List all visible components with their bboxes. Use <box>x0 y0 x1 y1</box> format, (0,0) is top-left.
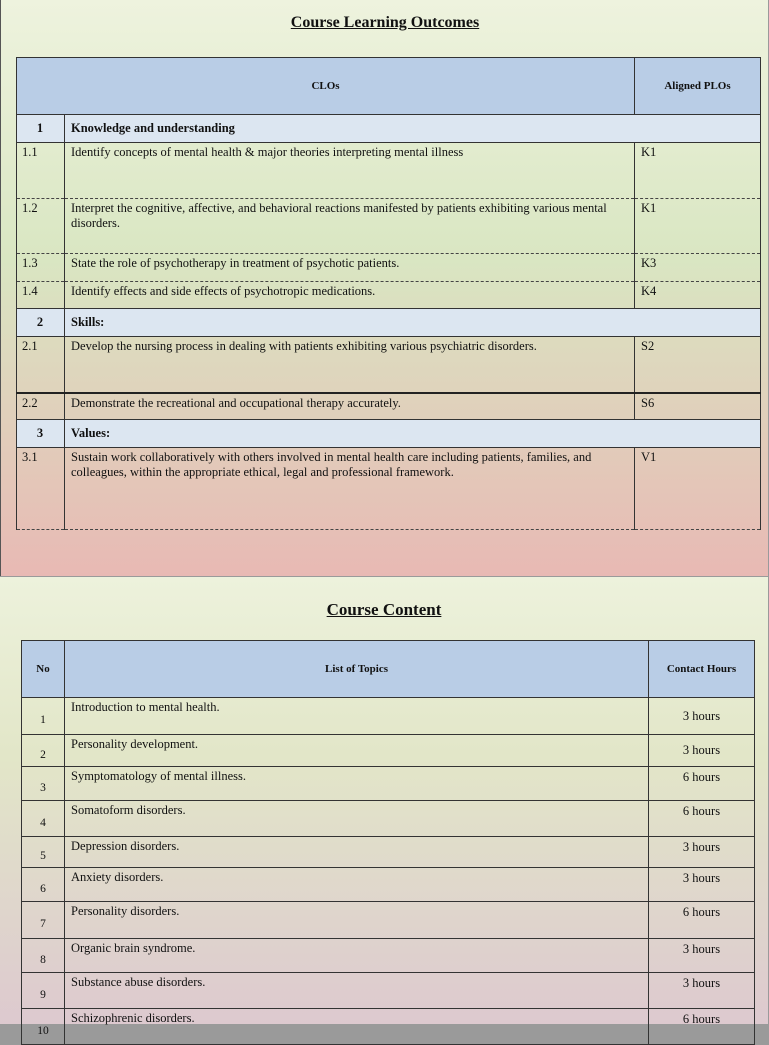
clo-number: 1.1 <box>17 143 65 199</box>
topic-row <box>22 698 755 735</box>
topic-title: Symptomatology of mental illness. <box>65 767 649 801</box>
section-title: Values: <box>65 420 761 448</box>
clo-slide-title: Course Learning Outcomes <box>290 14 480 31</box>
topic-title: Depression disorders. <box>65 837 649 868</box>
topic-number: 8 <box>22 939 65 973</box>
section-row <box>17 309 761 337</box>
topic-row <box>22 939 755 973</box>
topic-row <box>22 735 755 767</box>
topic-row <box>22 801 755 837</box>
topic-hours: 3 hours <box>649 939 755 973</box>
hours-header: Contact Hours <box>649 641 755 698</box>
topic-number: 2 <box>22 735 65 767</box>
section-row <box>17 420 761 448</box>
topic-row <box>22 902 755 939</box>
clo-number: 1.2 <box>17 199 65 254</box>
clo-plo: K1 <box>635 143 761 199</box>
topic-number: 7 <box>22 902 65 939</box>
topic-title: Somatoform disorders. <box>65 801 649 837</box>
content-table <box>21 640 755 1045</box>
clo-text: Develop the nursing process in dealing with patients exhibiting various psychiatric disorders. <box>65 337 635 393</box>
section-number: 1 <box>17 115 65 143</box>
clo-table-header <box>17 58 761 115</box>
topic-hours: 6 hours <box>649 801 755 837</box>
topics-header: List of Topics <box>65 641 649 698</box>
topic-title: Personality development. <box>65 735 649 767</box>
topic-number: 5 <box>22 837 65 868</box>
topic-hours: 3 hours <box>649 973 755 1009</box>
section-title: Knowledge and understanding <box>65 115 761 143</box>
clo-row <box>17 143 761 199</box>
topic-hours: 3 hours <box>649 868 755 902</box>
topic-row <box>22 767 755 801</box>
section-number: 3 <box>17 420 65 448</box>
clo-plo: S2 <box>635 337 761 393</box>
section-number: 2 <box>17 309 65 337</box>
topic-title: Anxiety disorders. <box>65 868 649 902</box>
clo-plo: K3 <box>635 254 761 282</box>
topic-hours: 3 hours <box>649 698 755 735</box>
clo-row <box>17 337 761 393</box>
topic-hours: 3 hours <box>649 735 755 767</box>
clo-plo: K1 <box>635 199 761 254</box>
topic-number: 6 <box>22 868 65 902</box>
clos-header: CLOs <box>17 58 635 115</box>
clo-text: Sustain work collaboratively with others involved in mental health care including patients, families, and colleagues, within the appropriate ethical, legal and professional framework. <box>65 448 635 530</box>
topic-title: Organic brain syndrome. <box>65 939 649 973</box>
clo-number: 1.3 <box>17 254 65 282</box>
topic-hours: 6 hours <box>649 902 755 939</box>
topic-number: 4 <box>22 801 65 837</box>
content-table-header <box>22 641 755 698</box>
clo-text: Identify effects and side effects of psychotropic medications. <box>65 282 635 309</box>
topic-hours: 6 hours <box>649 767 755 801</box>
clo-row <box>17 199 761 254</box>
clo-number: 2.1 <box>17 337 65 393</box>
topic-number: 3 <box>22 767 65 801</box>
clo-row <box>17 448 761 530</box>
clo-text: Identify concepts of mental health & major theories interpreting mental illness <box>65 143 635 199</box>
content-slide-title: Course Content <box>326 600 442 619</box>
clo-row <box>17 282 761 309</box>
topic-row <box>22 973 755 1009</box>
clo-text: Demonstrate the recreational and occupational therapy accurately. <box>65 393 635 420</box>
clo-row <box>17 393 761 420</box>
section-row <box>17 115 761 143</box>
clo-number: 2.2 <box>17 393 65 420</box>
clo-plo: V1 <box>635 448 761 530</box>
topic-title: Personality disorders. <box>65 902 649 939</box>
topic-number: 1 <box>22 698 65 735</box>
topic-title: Introduction to mental health. <box>65 698 649 735</box>
topic-hours: 3 hours <box>649 837 755 868</box>
clo-table <box>16 57 761 530</box>
topic-row <box>22 868 755 902</box>
clo-number: 3.1 <box>17 448 65 530</box>
aligned-plos-header: Aligned PLOs <box>635 58 761 115</box>
section-title: Skills: <box>65 309 761 337</box>
topic-number: 10 <box>22 1009 65 1045</box>
topic-title: Schizophrenic disorders. <box>65 1009 649 1045</box>
topic-title: Substance abuse disorders. <box>65 973 649 1009</box>
content-slide <box>0 577 768 1037</box>
no-header: No <box>22 641 65 698</box>
topic-hours: 6 hours <box>649 1009 755 1045</box>
topic-row <box>22 837 755 868</box>
topic-number: 9 <box>22 973 65 1009</box>
clo-text: State the role of psychotherapy in treatment of psychotic patients. <box>65 254 635 282</box>
clo-text: Interpret the cognitive, affective, and behavioral reactions manifested by patients exhibiting various mental disorders. <box>65 199 635 254</box>
clo-number: 1.4 <box>17 282 65 309</box>
clo-row <box>17 254 761 282</box>
clo-plo: S6 <box>635 393 761 420</box>
clo-plo: K4 <box>635 282 761 309</box>
topic-row <box>22 1009 755 1045</box>
